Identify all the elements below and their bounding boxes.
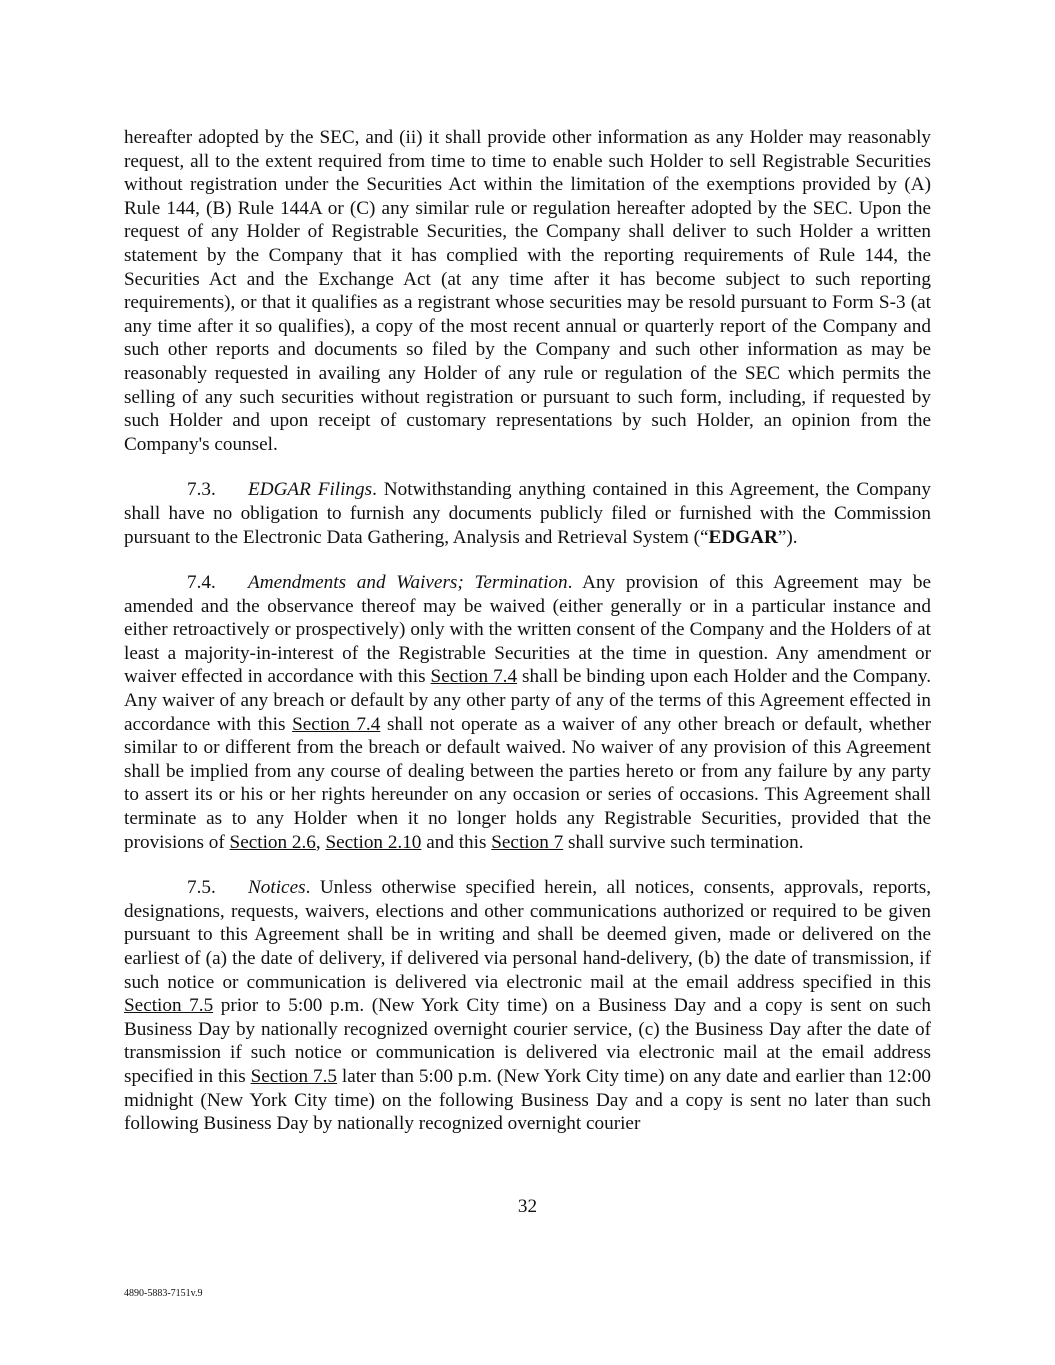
section-reference: Section 7.4 (292, 713, 381, 735)
section-title: Notices (248, 877, 306, 899)
section-7-4: 7.4. Amendments and Waivers; Termination. Any provision of this Agreement may be amended and the observance thereof may be waived (either generally or in a particular instance and either retroactively or prospectively) only with the written consent of the Company and the Holders of at least a majority-in-interest of the Registrable Securities at the time in question. Any amendment or waiver effected in accordance with this Section 7.4 shall be binding upon each Holder and the Company. Any waiver of any breach or default by any other party of any of the terms of this Agreement effected in accordance with this Section 7.4 shall not operate as a waiver of any other breach or default, whether similar to or different from the breach or default waived. No waiver of any provision of this Agreement shall be implied from any course of dealing between the parties hereto or from any failure by any party to assert its or his or her rights hereunder on any occasion or series of occasions. This Agreement shall terminate as to any Holder when it no longer holds any Registrable Securities, provided that the provisions of Section 2.6, Section 2.10 and this Section 7 shall survive such termination. (124, 572, 931, 853)
section-reference: Section 2.10 (325, 831, 422, 853)
document-body (124, 126, 931, 1136)
section-number: 7.3. (187, 479, 216, 501)
section-reference: Section 2.6 (229, 831, 316, 853)
section-7-3: 7.3. EDGAR Filings. Notwithstanding anything contained in this Agreement, the Company shall have no obligation to furnish any documents publicly filed or furnished with the Commission pursuant to the Electronic Data Gathering, Analysis and Retrieval System (“EDGAR”). (124, 479, 931, 548)
section-reference: Section 7.5 (124, 995, 214, 1017)
defined-term: EDGAR (708, 526, 778, 548)
section-reference: Section 7.4 (430, 666, 518, 688)
section-number: 7.5. (187, 877, 216, 899)
section-reference: Section 7.5 (250, 1065, 338, 1087)
section-title: EDGAR Filings (248, 479, 373, 501)
document-id: 4890-5883-7151v.9 (124, 1288, 203, 1299)
section-7-5: 7.5. Notices. Unless otherwise specified herein, all notices, consents, approvals, reports, designations, requests, waivers, elections and other communications authorized or required to be given pursuant to this Agreement shall be in writing and shall be deemed given, made or delivered on the earliest of (a) the date of delivery, if delivered via personal hand-delivery, (b) the date of transmission, if such notice or communication is delivered via electronic mail at the email address specified in this Section 7.5 prior to 5:00 p.m. (New York City time) on a Business Day and a copy is sent on such Business Day by nationally recognized overnight courier service, (c) the Business Day after the date of transmission if such notice or communication is delivered via electronic mail at the email address specified in this Section 7.5 later than 5:00 p.m. (New York City time) on any date and earlier than 12:00 midnight (New York City time) on the following Business Day and a copy is sent no later than such following Business Day by nationally recognized overnight courier (124, 877, 932, 1135)
paragraph-continuation: hereafter adopted by the SEC, and (ii) it shall provide other information as any Holder may reasonably request, all to the extent required from time to time to enable such Holder to sell Registrable Securities without registration under the Securities Act within the limitation of the exemptions provided by (A) Rule 144, (B) Rule 144A or (C) any similar rule or regulation hereafter adopted by the SEC. Upon the request of any Holder of Registrable Securities, the Company shall deliver to such Holder a written statement by the Company that it has complied with the reporting requirements of Rule 144, the Securities Act and the Exchange Act (at any time after it has become subject to such reporting requirements), or that it qualifies as a registrant whose securities may be resold pursuant to Form S-3 (at any time after it so qualifies), a copy of the most recent annual or quarterly report of the Company and such other reports and documents so filed by the Company and such other information as may be reasonably requested in availing any Holder of any rule or regulation of the SEC which permits the selling of any such securities without registration or pursuant to such form, including, if requested by such Holder and upon receipt of customary representations by such Holder, an opinion from the Company's counsel. (124, 127, 931, 455)
section-reference: Section 7 (491, 831, 564, 853)
page-number: 32 (517, 1196, 538, 1217)
section-number: 7.4. (187, 572, 216, 594)
section-title: Amendments and Waivers; Termination (248, 572, 568, 594)
